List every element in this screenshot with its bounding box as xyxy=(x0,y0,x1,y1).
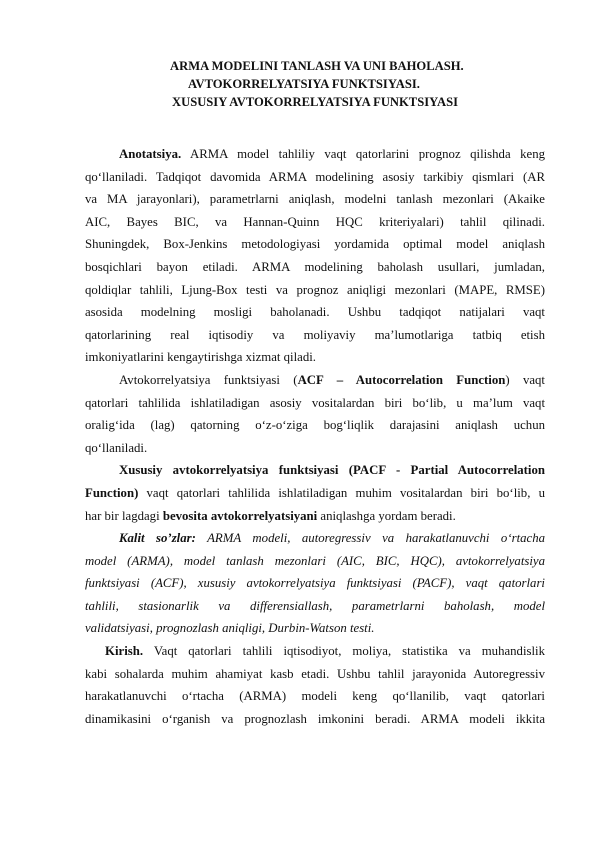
pacf-line: Xususiy avtokorrelyatsiya funktsiyasi (PACF - Partial Autocorrelation xyxy=(119,463,545,478)
keywords-line: model (ARMA), model tanlash mezonlari (AIC, BIC, HQC), avtokorrelyatsiya xyxy=(85,553,545,568)
acf-line: Avtokorrelyatsiya funktsiyasi (ACF – Autocorrelation Function) vaqt xyxy=(119,372,545,387)
pacf-line: har bir lagdagi bevosita avtokorrelyatsiyani aniqlashga yordam beradi. xyxy=(85,508,456,523)
pacf-term: bevosita avtokorrelyatsiyani xyxy=(162,508,318,523)
intro-line: dinamikasini o‘rganish va prognozlash imkonini beradi. ARMA modeli ikkita xyxy=(85,711,545,726)
abstract-paragraph xyxy=(85,143,545,369)
keywords-label: Kalit so’zlar: xyxy=(119,531,196,546)
acf-paragraph xyxy=(85,369,545,459)
abstract-line: va MA jarayonlari), parametrlarni aniqlash, modelni tanlash mezonlari (Akaike xyxy=(85,192,545,207)
abstract-line: qoldiqlar tahlili, Ljung-Box testi va prognoz aniqligi mezonlari (MAPE, RMSE) xyxy=(85,282,545,297)
paper-title xyxy=(0,57,596,111)
pacf-line: Function) vaqt qatorlari tahlilida ishlatiladigan muhim vositalardan biri bo‘lib, u xyxy=(85,485,545,500)
acf-line: oralig‘ida (lag) qatorning o‘z-o‘ziga bog‘liqlik darajasini aniqlash uchun xyxy=(85,418,545,433)
keywords-line: Kalit so’zlar: ARMA modeli, autoregressiv va harakatlanuvchi o‘rtacha xyxy=(119,531,545,546)
acf-line: qatorlari tahlilida ishlatiladigan asosiy vositalardan biri bo‘lib, u ma’lum vaqt xyxy=(85,395,545,410)
intro-line: kabi sohalarda muhim ahamiyat kasb etadi. Ushbu tahlil jarayonida Autoregressiv xyxy=(85,666,545,681)
abstract-label: Anotatsiya. xyxy=(119,147,182,161)
abstract-line: qatorlarining real iqtisodiy va moliyaviy ma’lumotlariga tatbiq etish xyxy=(85,327,545,342)
title-line-2: AVTOKORRELYATSIYA FUNKTSIYASI. xyxy=(188,77,420,91)
title-line-1: ARMA MODELINI TANLASH VA UNI BAHOLASH. xyxy=(170,59,464,73)
abstract-line: asosida modelning mosligi baholanadi. Ushbu tadqiqot natijalari vaqt xyxy=(85,305,545,320)
keywords-line: funktsiyasi (ACF), xususiy avtokorrelyatsiya funktsiyasi (PACF), vaqt qatorlari xyxy=(85,576,545,591)
keywords-line: tahlili, stasionarlik va differensiallash, parametrlarni baholash, model xyxy=(85,598,545,613)
intro-label: Kirish. xyxy=(105,644,144,659)
abstract-line: AIC, Bayes BIC, va Hannan-Quinn HQC kriteriyalari) tahlil qilinadi. xyxy=(85,214,545,229)
title-line-3: XUSUSIY AVTOKORRELYATSIYA FUNKTSIYASI xyxy=(172,95,459,109)
intro-paragraph xyxy=(85,640,545,730)
abstract-line: bosqichlari bayon etiladi. ARMA modelining baholash usullari, jumladan, xyxy=(85,259,545,274)
acf-term: ACF – Autocorrelation Function xyxy=(297,372,506,387)
abstract-line: Anotatsiya. ARMA model tahliliy vaqt qatorlarini prognoz qilishda keng xyxy=(119,147,545,161)
document-body xyxy=(85,143,545,730)
intro-line: Kirish. Vaqt qatorlari tahlili iqtisodiyot, moliya, statistika va muhandislik xyxy=(105,644,545,659)
abstract-line: Shuningdek, Box-Jenkins metodologiyasi yordamida optimal model aniqlash xyxy=(85,237,545,252)
pacf-paragraph xyxy=(85,459,545,527)
abstract-line: qo‘llaniladi. Tadqiqot davomida ARMA modelining asosiy tarkibiy qismlari (AR xyxy=(85,169,545,184)
intro-line: harakatlanuvchi o‘rtacha (ARMA) modeli keng qo‘llanilib, vaqt qatorlari xyxy=(85,689,545,704)
keywords-line: validatsiyasi, prognozlash aniqligi, Durbin-Watson testi. xyxy=(85,621,375,636)
abstract-line: imkoniyatlarini kengaytirishga xizmat qiladi. xyxy=(85,350,317,365)
acf-line: qo‘llaniladi. xyxy=(85,440,148,455)
keywords-paragraph xyxy=(85,527,545,640)
